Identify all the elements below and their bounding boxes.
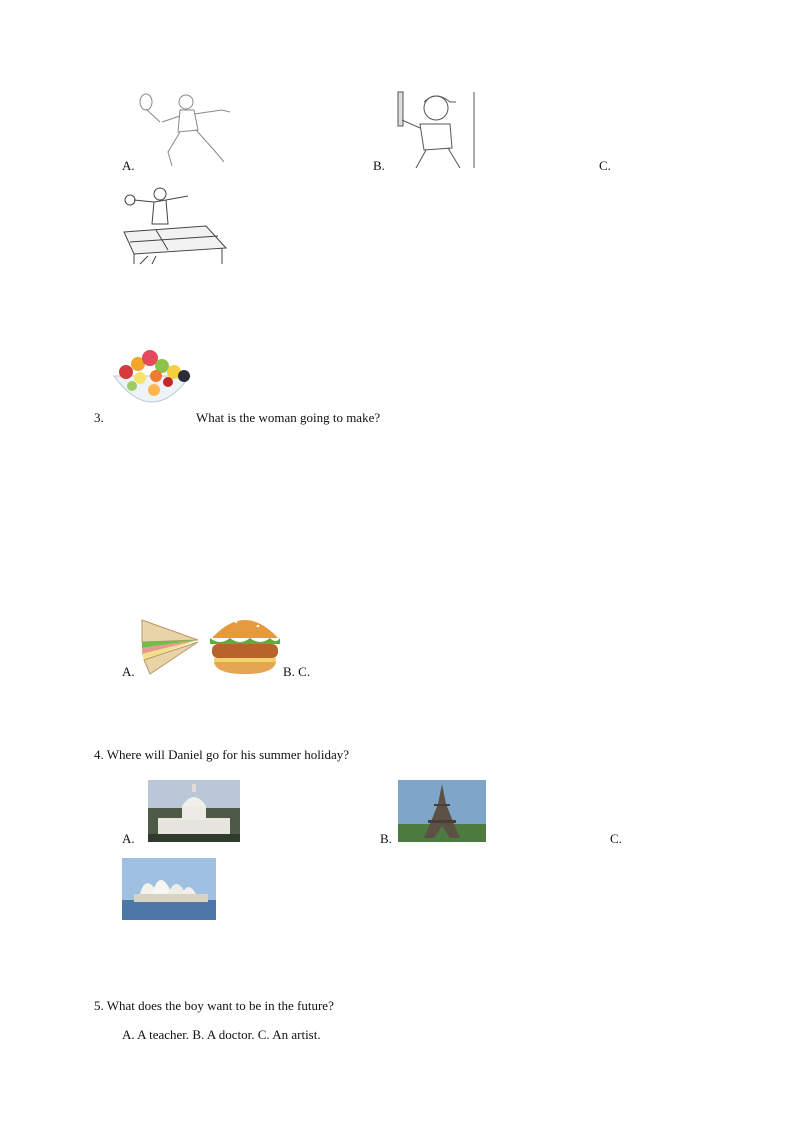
hamburger-picture bbox=[208, 608, 282, 676]
baseball-batter-picture bbox=[390, 90, 476, 170]
q3-option-bc-label: B. C. bbox=[283, 664, 311, 679]
q2-option-b-label: B. bbox=[373, 158, 385, 173]
q3-number: 3. bbox=[94, 410, 104, 425]
q2-option-c-label: C. bbox=[599, 158, 611, 173]
sandwich-picture bbox=[136, 612, 204, 676]
q5-question: 5. What does the boy want to be in the future? bbox=[94, 998, 334, 1013]
q2-option-a-label: A. bbox=[122, 158, 135, 173]
eiffel-tower-picture bbox=[398, 780, 486, 842]
sydney-opera-house-picture bbox=[122, 858, 216, 920]
q4-option-c-label: C. bbox=[610, 831, 622, 846]
q4-option-a-label: A. bbox=[122, 831, 135, 846]
fruit-salad-picture bbox=[110, 346, 194, 418]
badminton-player-picture bbox=[136, 92, 236, 170]
q3-question: What is the woman going to make? bbox=[196, 410, 381, 425]
q3-option-a-label: A. bbox=[122, 664, 135, 679]
table-tennis-player-picture bbox=[122, 186, 228, 266]
q5-options: A. A teacher. B. A doctor. C. An artist. bbox=[122, 1027, 321, 1042]
q4-question: 4. Where will Daniel go for his summer holiday? bbox=[94, 747, 350, 762]
capitol-building-picture bbox=[148, 780, 240, 842]
q4-option-b-label: B. bbox=[380, 831, 392, 846]
